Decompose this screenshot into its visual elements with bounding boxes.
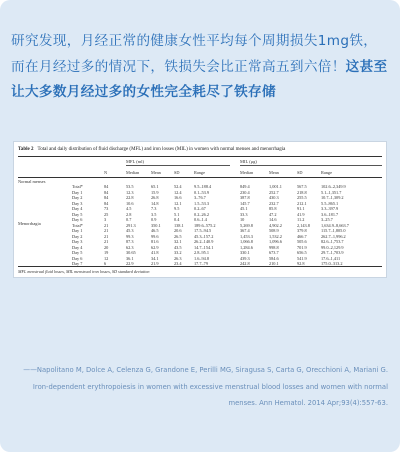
table-cell: 3.5 <box>151 211 157 217</box>
table-caption-text: Total and daily distribution of fluid discharge (MFL) and iron losses (MIL) in women with normal menses and menorrhagia <box>37 147 286 152</box>
row-label: Day 7 <box>72 261 83 266</box>
table-cell: 262.7–1,996.2 <box>321 233 346 239</box>
table-cell: 12 <box>104 255 109 261</box>
row-label: Day 3 <box>72 239 83 244</box>
table-cell: 0.6–1.4 <box>194 217 207 222</box>
table-footnote: MFL menstrual fluid losses, MIL menstrual iron losses, SD standard deviation <box>18 269 150 274</box>
table-cell: 2.8 <box>126 211 132 217</box>
column-header: SD <box>174 170 180 175</box>
table-cell: 9.5 <box>174 206 180 211</box>
table-top-rule <box>18 156 382 157</box>
table-cell: 84 <box>104 184 109 189</box>
table-cell: 73 <box>104 206 109 211</box>
column-header: Median <box>126 170 140 175</box>
table-caption <box>18 147 285 152</box>
table-cell: 430.3 <box>269 195 279 200</box>
section-menorrhagia-label: Menorrhagia <box>18 221 41 226</box>
table-screenshot <box>13 141 387 278</box>
table-cell: 52.4 <box>174 184 182 189</box>
table-cell: 84 <box>104 189 109 195</box>
table-cell: 22.8 <box>126 195 134 200</box>
table-cell: 17.6–1,411 <box>321 255 341 261</box>
table-cell: 21 <box>104 222 109 228</box>
table-cell: 9.5–188.4 <box>194 184 212 189</box>
table-cell: 5.1 <box>174 211 180 217</box>
table-cell: 2,143.8 <box>297 222 310 228</box>
table-cell: 33.3 <box>240 211 248 217</box>
table-cell: 16.6 <box>174 195 182 200</box>
table-cell: 115.7–1,805.0 <box>321 228 346 233</box>
table-cell: 849.4 <box>240 184 250 189</box>
table-header-rule <box>18 177 382 178</box>
table-cell: 3 <box>104 217 107 222</box>
table-cell: 46.5 <box>151 228 159 233</box>
table-cell: 91.1 <box>297 206 305 211</box>
column-header: Range <box>321 170 332 175</box>
table-cell: 20 <box>104 244 109 250</box>
table-cell: 26.2–140.9 <box>194 239 214 244</box>
table-cell: 212.1 <box>297 200 307 206</box>
table-cell: 99.3 <box>126 233 134 239</box>
table-cell: 466.7 <box>297 233 307 239</box>
table-cell: 26.8 <box>151 195 159 200</box>
table-cell: 21 <box>104 233 109 239</box>
table-cell: 541.9 <box>297 255 307 261</box>
table-cell: 0.2–26.2 <box>194 211 210 217</box>
table-cell: 508.9 <box>269 228 279 233</box>
table-cell: 32.1 <box>174 239 182 244</box>
table-cell: 701.9 <box>297 244 307 250</box>
table-cell: 1.6–94.8 <box>194 255 210 261</box>
table-cell: 255.5 <box>297 195 307 200</box>
table-cell: 145.7 <box>240 200 250 206</box>
mil-group-header: MIL (μg) <box>240 159 257 164</box>
row-label: Day 3 <box>72 200 83 206</box>
table-cell: 232.7 <box>269 200 279 206</box>
column-header: SD <box>297 170 303 175</box>
column-header: Mean <box>151 170 161 175</box>
table-cell: 87.3 <box>126 239 134 244</box>
table-cell: 5.1–1,351.7 <box>321 189 342 195</box>
table-cell: 15.9 <box>151 189 159 195</box>
table-cell: 1,066.8 <box>240 239 253 244</box>
table-cell: 43.5 <box>174 244 182 250</box>
table-cell: 33.2 <box>174 250 182 255</box>
table-cell: 673.7 <box>269 250 279 255</box>
table-cell: 21.9 <box>151 261 159 266</box>
table-cell: 439.3 <box>240 255 250 261</box>
table-cell: 379.8 <box>297 228 307 233</box>
table-cell: 584.6 <box>269 255 279 261</box>
row-label: Day 1 <box>72 228 83 233</box>
table-cell: 2.8–95.1 <box>194 250 210 255</box>
table-cell: 23.4 <box>174 261 182 266</box>
headline-text <box>11 29 389 106</box>
table-cell: 12.4 <box>174 189 182 195</box>
table-cell: 7.3 <box>151 206 157 211</box>
table-cell: 12.1 <box>174 200 182 206</box>
mfl-group-rule <box>126 165 230 166</box>
row-label: Total* <box>72 184 83 189</box>
table-cell: 5,269.8 <box>240 222 253 228</box>
table-cell: 29.7–1,703.9 <box>321 250 344 255</box>
row-label: Day 2 <box>72 195 83 200</box>
row-label: Day 4 <box>72 206 83 211</box>
table-cell: 26.3 <box>174 255 182 261</box>
table-cell: 53.5 <box>126 184 134 189</box>
citation-text: ——Napolitano M, Dolce A, Celenza G, Grandone E, Perilli MG, Siragusa S, Carta G, Orecchioni A, Mariani G. Iron-dependent erythropoiesis in women with excessive menstrual blood losses and women with normal menses. Ann Hematol. 2014 Apr;93(4):557-63. <box>23 366 388 407</box>
table-cell: 45.3 <box>126 228 134 233</box>
table-cell: 102.6–2,349.9 <box>321 184 346 189</box>
table-cell: 19 <box>104 250 109 255</box>
table-cell: 0.9 <box>151 217 157 222</box>
table-cell: 350.1 <box>151 222 161 228</box>
table-cell: 330.1 <box>240 250 250 255</box>
table-cell: 1,001.1 <box>269 184 282 189</box>
table-cell: 3.6–181.7 <box>321 211 339 217</box>
table-cell: 138.1 <box>174 222 184 228</box>
table-bottom-rule <box>18 266 382 267</box>
headline-bold: 这甚至让大多数月经过多的女性完全耗尽了铁存储 <box>11 58 388 100</box>
table-cell: 1,453.3 <box>240 233 253 239</box>
table-cell: 21 <box>104 228 109 233</box>
table-cell: 4,902.2 <box>269 222 282 228</box>
headline-normal: 研究发现，月经正常的健康女性平均每个周期损失1mg铁，而在月经过多的情况下，铁损失会比正常高五到六倍！ <box>11 33 378 75</box>
mil-group-rule <box>240 165 382 166</box>
table-cell: 99.6 <box>151 233 159 239</box>
table-caption-label: Table 2 <box>18 147 34 152</box>
table-cell: 0.4 <box>174 217 180 222</box>
table-cell: 14.8 <box>151 200 159 206</box>
table-cell: 1.5–53.3 <box>194 200 210 206</box>
table-cell: 291.3 <box>126 222 136 228</box>
table-cell: 10.6 <box>126 200 134 206</box>
table-cell: 6 <box>104 261 107 266</box>
table-cell: 252.7 <box>269 189 279 195</box>
table-cell: 84 <box>104 200 109 206</box>
table-cell: 189.6–575.2 <box>194 222 216 228</box>
table-cell: 62.9 <box>151 244 159 250</box>
table-cell: 10.7–1,309.2 <box>321 195 344 200</box>
table-cell: 30.65 <box>126 250 136 255</box>
table-cell: 47.2 <box>269 211 277 217</box>
section-normal-label: Normal menses <box>18 179 46 184</box>
column-header: N <box>104 170 108 175</box>
table-cell: 4.5 <box>126 206 132 211</box>
table-cell: 656.5 <box>297 250 307 255</box>
table-cell: 41.8 <box>151 250 159 255</box>
table-cell: 367.4 <box>240 228 250 233</box>
table-cell: 21 <box>104 239 109 244</box>
row-label: Day 5 <box>72 250 83 255</box>
table-cell: 1,634.9–8,663.7 <box>321 222 349 228</box>
column-header: Range <box>194 170 205 175</box>
table-cell: 1,532.2 <box>269 233 282 239</box>
table-cell: 1,284.6 <box>240 244 253 250</box>
table-cell: 99.0–2,129.9 <box>321 244 344 250</box>
table-cell: 210.1 <box>269 261 279 266</box>
table-cell: 10 <box>240 217 245 222</box>
table-cell: 218.8 <box>297 189 307 195</box>
table-cell: 567.5 <box>297 184 307 189</box>
table-cell: 12.3 <box>126 189 134 195</box>
row-label: Day 6 <box>72 217 83 222</box>
row-label: Day 2 <box>72 233 83 239</box>
table-cell: 3–76.7 <box>194 195 206 200</box>
table-cell: 17.5–94.5 <box>194 228 212 233</box>
table-cell: 45.1 <box>240 206 248 211</box>
table-cell: 26.5 <box>174 233 182 239</box>
row-label: Day 4 <box>72 244 83 250</box>
table-cell: 998.8 <box>269 244 279 250</box>
table-cell: 0.1–53.9 <box>194 189 210 195</box>
table-cell: 17.7–79 <box>194 261 208 266</box>
row-label: Day 6 <box>72 255 83 261</box>
row-label: Day 5 <box>72 211 83 217</box>
table-cell: 82.6–1,753.7 <box>321 239 344 244</box>
table-cell: 3–25.7 <box>321 217 333 222</box>
table-cell: 65.1 <box>151 184 159 189</box>
table-cell: 20.6 <box>174 228 182 233</box>
table-cell: 62.3 <box>126 244 134 250</box>
row-label: Day 1 <box>72 189 83 195</box>
table-cell: 3.3–397.9 <box>321 206 339 211</box>
table-cell: 22.9 <box>126 261 134 266</box>
table-cell: 1,096.6 <box>269 239 282 244</box>
table-cell: 0.2–67 <box>194 206 206 211</box>
table-cell: 84 <box>104 195 109 200</box>
table-cell: 36.1 <box>126 255 134 261</box>
mfl-group-header: MFL (ml) <box>126 159 144 164</box>
table-cell: 0.7 <box>126 217 132 222</box>
table-cell: 25 <box>104 211 109 217</box>
table-cell: 34.1 <box>151 255 159 261</box>
table-cell: 45.3–157.2 <box>194 233 214 239</box>
table-cell: 5.5–865.1 <box>321 200 339 206</box>
table-cell: 14.6 <box>269 217 277 222</box>
table-cell: 230.4 <box>240 189 250 195</box>
table-cell: 41.9 <box>297 211 305 217</box>
table-cell: 14.7–154.1 <box>194 244 214 250</box>
table-cell: 81.6 <box>151 239 159 244</box>
row-label: Total* <box>72 222 83 228</box>
table-cell: 11.2 <box>297 217 305 222</box>
table-cell: 175.0–313.2 <box>321 261 343 266</box>
table-cell: 85.8 <box>269 206 277 211</box>
table-cell: 92.8 <box>297 261 305 266</box>
table-cell: 387.8 <box>240 195 250 200</box>
column-header: Median <box>240 170 254 175</box>
column-header: Mean <box>269 170 279 175</box>
table-cell: 505.6 <box>297 239 307 244</box>
table-cell: 242.8 <box>240 261 250 266</box>
